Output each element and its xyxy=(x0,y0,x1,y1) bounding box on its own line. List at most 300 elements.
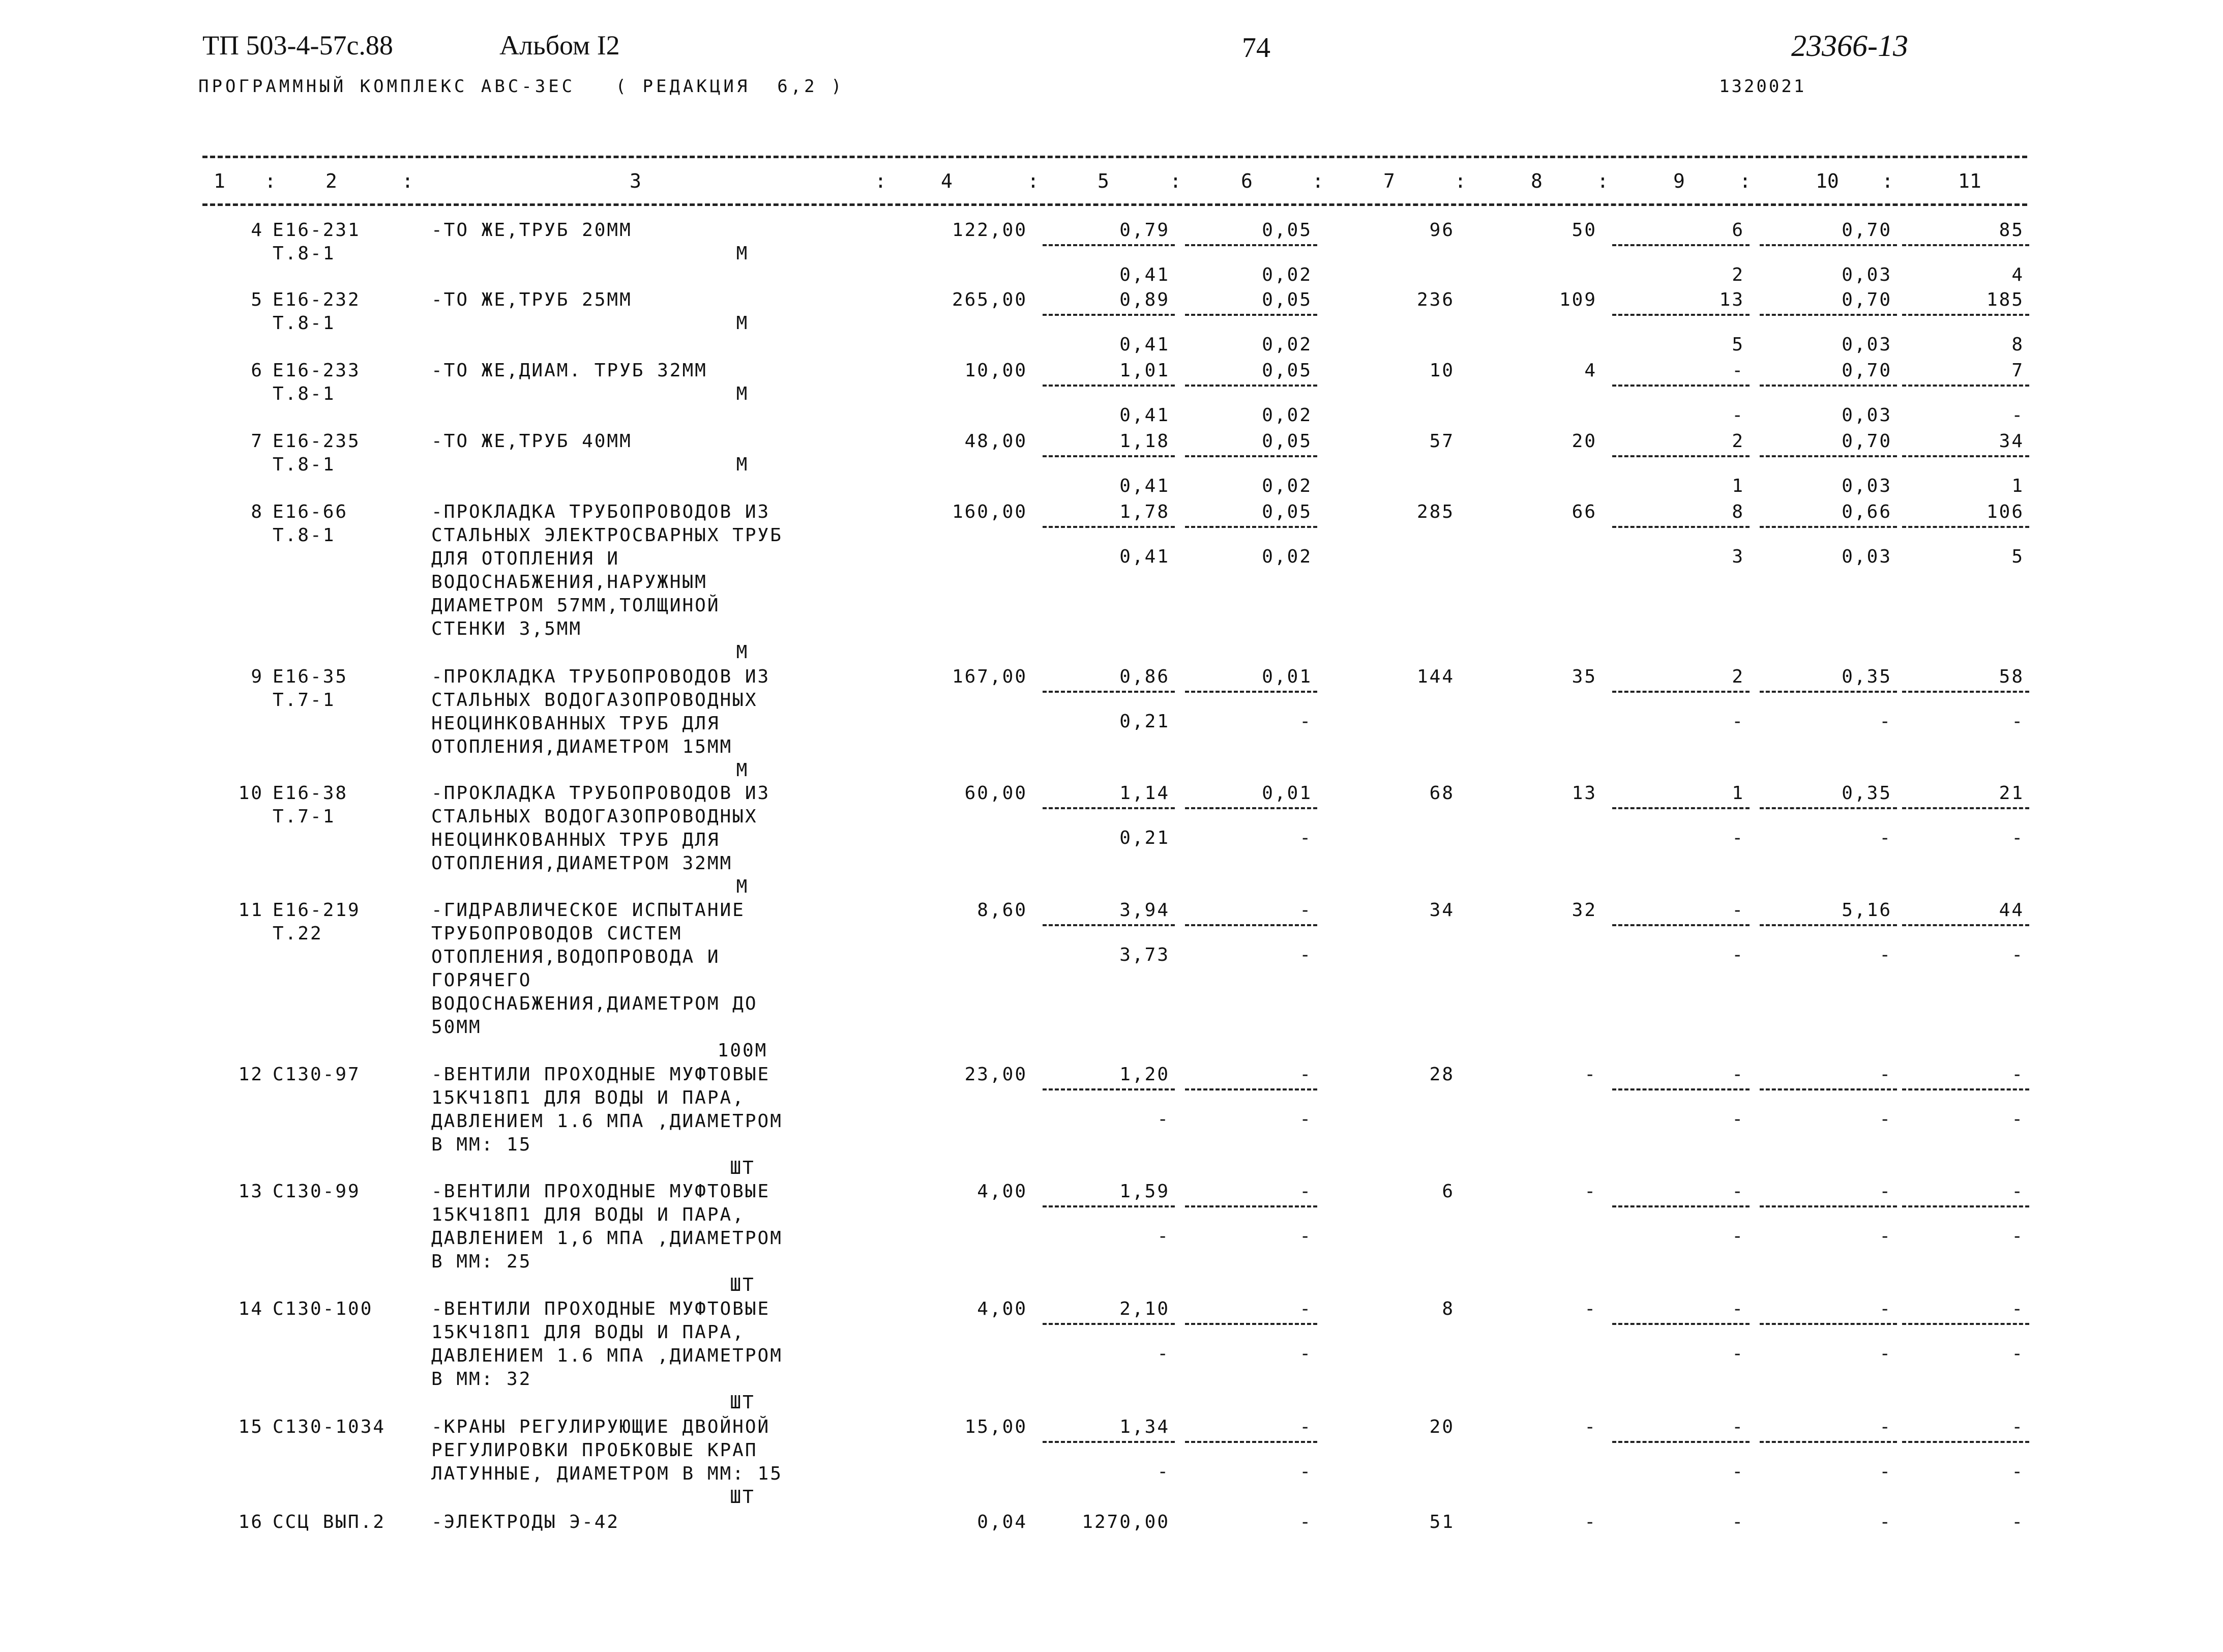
cell-divider-dash xyxy=(1760,385,1897,387)
work-description: -ТО ЖЕ,ДИАМ. ТРУБ 32ММ xyxy=(431,360,707,381)
unit-cost-cell: 1,20 xyxy=(1119,1064,1170,1085)
sub-value-cell: - xyxy=(2011,711,2024,732)
total-wage-cell: 35 xyxy=(1572,666,1597,687)
sub-value-cell: 0,41 xyxy=(1119,476,1170,496)
cell-divider-dash xyxy=(1185,924,1317,926)
total-cost-cell: 6 xyxy=(1442,1181,1455,1202)
column-header-8: 8 xyxy=(1531,170,1543,192)
unit-of-measure: М xyxy=(736,454,749,475)
unit-wage-cell: 0,05 xyxy=(1262,431,1312,452)
cell-divider-dash xyxy=(1612,924,1750,926)
table-top-rule xyxy=(202,156,2027,158)
total-wage-cell: 13 xyxy=(1572,783,1597,804)
sub-value-cell: 8 xyxy=(2011,334,2024,355)
unit-of-measure: М xyxy=(736,876,749,897)
sub-value-cell: - xyxy=(1879,1226,1892,1247)
sub-value-cell: 0,41 xyxy=(1119,334,1170,355)
labor-unit-cell: - xyxy=(1879,1181,1892,1202)
unit-of-measure: М xyxy=(736,243,749,264)
cell-divider-dash xyxy=(1760,1441,1897,1443)
total-wage-cell: 4 xyxy=(1584,360,1597,381)
work-description: В ММ: 15 xyxy=(431,1134,532,1155)
cell-divider-dash xyxy=(1185,1205,1317,1207)
column-header-5: 5 xyxy=(1098,170,1109,192)
cell-divider-dash xyxy=(1185,1323,1317,1325)
total-cost-cell: 285 xyxy=(1416,501,1455,522)
total-cost-cell: 34 xyxy=(1429,900,1455,921)
total-cost-cell: 57 xyxy=(1429,431,1455,452)
total-wage-cell: - xyxy=(1584,1181,1597,1202)
resource-code: ССЦ ВЫП.2 xyxy=(273,1512,386,1532)
resource-code: С130-97 xyxy=(273,1064,361,1085)
sub-value-cell: - xyxy=(1299,711,1312,732)
sub-value-cell: - xyxy=(1157,1109,1170,1130)
sub-value-cell: - xyxy=(1732,828,1744,848)
resource-code: Т.8-1 xyxy=(273,243,336,264)
cell-divider-dash xyxy=(1043,244,1175,246)
labor-unit-cell: 0,70 xyxy=(1842,360,1892,381)
cell-divider-dash xyxy=(1902,314,2029,316)
total-wage-cell: 32 xyxy=(1572,900,1597,921)
row-number: 6 xyxy=(251,360,263,381)
work-description: НЕОЦИНКОВАННЫХ ТРУБ ДЛЯ xyxy=(431,830,720,850)
sub-value-cell: - xyxy=(2011,945,2024,965)
resource-code: Т.8-1 xyxy=(273,525,336,546)
sub-value-cell: - xyxy=(1299,945,1312,965)
sub-value-cell: 0,03 xyxy=(1842,334,1892,355)
work-description: СТАЛЬНЫХ ВОДОГАЗОПРОВОДНЫХ xyxy=(431,806,758,827)
unit-cost-cell: 3,94 xyxy=(1119,900,1170,921)
row-number: 5 xyxy=(251,289,263,310)
machine-cost-cell: 2 xyxy=(1732,666,1744,687)
sub-value-cell: - xyxy=(1732,1343,1744,1364)
unit-of-measure: М xyxy=(736,760,749,781)
labor-unit-cell: 5,16 xyxy=(1842,900,1892,921)
unit-of-measure: 100М xyxy=(717,1040,768,1061)
column-separator: : xyxy=(1455,170,1466,192)
machine-cost-cell: 2 xyxy=(1732,431,1744,452)
quantity-cell: 265,00 xyxy=(952,289,1027,310)
resource-code: Е16-235 xyxy=(273,431,361,452)
total-cost-cell: 28 xyxy=(1429,1064,1455,1085)
sub-value-cell: - xyxy=(1299,1109,1312,1130)
work-description: ДЛЯ ОТОПЛЕНИЯ И xyxy=(431,548,620,569)
table-header-rule xyxy=(202,203,2027,206)
row-number: 16 xyxy=(238,1512,263,1532)
cell-divider-dash xyxy=(1760,1205,1897,1207)
cell-divider-dash xyxy=(1612,1441,1750,1443)
labor-total-cell: 34 xyxy=(1999,431,2024,452)
unit-cost-cell: 0,79 xyxy=(1119,220,1170,241)
cell-divider-dash xyxy=(1612,314,1750,316)
cell-divider-dash xyxy=(1043,807,1175,809)
cell-divider-dash xyxy=(1043,314,1175,316)
labor-total-cell: - xyxy=(2011,1064,2024,1085)
total-cost-cell: 236 xyxy=(1416,289,1455,310)
work-description: СТЕНКИ 3,5ММ xyxy=(431,618,582,639)
labor-total-cell: 58 xyxy=(1999,666,2024,687)
work-description: 50ММ xyxy=(431,1017,482,1038)
labor-unit-cell: 0,35 xyxy=(1842,783,1892,804)
resource-code: Т.7-1 xyxy=(273,806,336,827)
work-description: -ГИДРАВЛИЧЕСКОЕ ИСПЫТАНИЕ xyxy=(431,900,745,921)
work-description: ВОДОСНАБЖЕНИЯ,ДИАМЕТРОМ ДО xyxy=(431,993,758,1014)
program-line: ПРОГРАММНЫЙ КОМПЛЕКС АВС-3ЕС ( РЕДАКЦИЯ 6,2 ) xyxy=(198,76,845,97)
labor-total-cell: - xyxy=(2011,1417,2024,1437)
unit-cost-cell: 0,89 xyxy=(1119,289,1170,310)
page-number: 74 xyxy=(1242,32,1270,64)
sub-value-cell: - xyxy=(1299,1343,1312,1364)
column-separator: : xyxy=(264,170,276,192)
sub-value-cell: 0,41 xyxy=(1119,264,1170,285)
unit-of-measure: ШТ xyxy=(730,1158,755,1178)
column-header-2: 2 xyxy=(325,170,337,192)
column-header-6: 6 xyxy=(1241,170,1253,192)
column-header-11: 11 xyxy=(1958,170,1981,192)
machine-cost-cell: - xyxy=(1732,1299,1744,1319)
cell-divider-dash xyxy=(1902,1088,2029,1090)
sub-value-cell: - xyxy=(1732,945,1744,965)
total-cost-cell: 51 xyxy=(1429,1512,1455,1532)
row-number: 9 xyxy=(251,666,263,687)
sub-value-cell: - xyxy=(1879,1461,1892,1482)
cell-divider-dash xyxy=(1612,526,1750,528)
unit-wage-cell: - xyxy=(1299,1181,1312,1202)
row-number: 10 xyxy=(238,783,263,804)
sub-value-cell: - xyxy=(1732,1226,1744,1247)
column-header-4: 4 xyxy=(941,170,953,192)
work-description: ДИАМЕТРОМ 57ММ,ТОЛЩИНОЙ xyxy=(431,595,720,616)
machine-cost-cell: - xyxy=(1732,1512,1744,1532)
resource-code: Т.8-1 xyxy=(273,313,336,334)
total-wage-cell: 50 xyxy=(1572,220,1597,241)
sub-value-cell: - xyxy=(1299,1226,1312,1247)
machine-cost-cell: 1 xyxy=(1732,783,1744,804)
unit-of-measure: М xyxy=(736,383,749,404)
cell-divider-dash xyxy=(1043,924,1175,926)
labor-total-cell: 185 xyxy=(1986,289,2024,310)
cell-divider-dash xyxy=(1043,1088,1175,1090)
resource-code: С130-99 xyxy=(273,1181,361,1202)
cell-divider-dash xyxy=(1043,1323,1175,1325)
sub-value-cell: 0,02 xyxy=(1262,476,1312,496)
labor-unit-cell: - xyxy=(1879,1299,1892,1319)
sub-value-cell: - xyxy=(1157,1461,1170,1482)
total-cost-cell: 96 xyxy=(1429,220,1455,241)
cell-divider-dash xyxy=(1612,244,1750,246)
resource-code: Е16-233 xyxy=(273,360,361,381)
unit-of-measure: М xyxy=(736,313,749,334)
album-label: Альбом I2 xyxy=(499,30,620,61)
work-description: В ММ: 32 xyxy=(431,1369,532,1390)
total-wage-cell: - xyxy=(1584,1064,1597,1085)
cell-divider-dash xyxy=(1185,385,1317,387)
labor-unit-cell: 0,70 xyxy=(1842,220,1892,241)
quantity-cell: 160,00 xyxy=(952,501,1027,522)
resource-code: Т.8-1 xyxy=(273,383,336,404)
unit-of-measure: ШТ xyxy=(730,1392,755,1413)
unit-cost-cell: 1,59 xyxy=(1119,1181,1170,1202)
cell-divider-dash xyxy=(1902,924,2029,926)
quantity-cell: 10,00 xyxy=(964,360,1027,381)
unit-wage-cell: 0,01 xyxy=(1262,666,1312,687)
sub-value-cell: - xyxy=(2011,1343,2024,1364)
resource-code: Т.8-1 xyxy=(273,454,336,475)
labor-unit-cell: 0,66 xyxy=(1842,501,1892,522)
unit-cost-cell: 1,18 xyxy=(1119,431,1170,452)
sub-value-cell: - xyxy=(1879,945,1892,965)
quantity-cell: 8,60 xyxy=(977,900,1027,921)
handwritten-number: 23366-13 xyxy=(1791,29,1908,63)
sub-value-cell: - xyxy=(2011,828,2024,848)
total-wage-cell: - xyxy=(1584,1417,1597,1437)
program-code: 1320021 xyxy=(1719,76,1806,97)
sub-value-cell: 0,02 xyxy=(1262,264,1312,285)
row-number: 15 xyxy=(238,1417,263,1437)
column-header-10: 10 xyxy=(1816,170,1839,192)
work-description: -ВЕНТИЛИ ПРОХОДНЫЕ МУФТОВЫЕ xyxy=(431,1181,770,1202)
sub-value-cell: 0,02 xyxy=(1262,405,1312,426)
work-description: -ПРОКЛАДКА ТРУБОПРОВОДОВ ИЗ xyxy=(431,783,770,804)
unit-cost-cell: 2,10 xyxy=(1119,1299,1170,1319)
row-number: 13 xyxy=(238,1181,263,1202)
labor-unit-cell: - xyxy=(1879,1417,1892,1437)
machine-cost-cell: - xyxy=(1732,1417,1744,1437)
cell-divider-dash xyxy=(1185,1441,1317,1443)
labor-total-cell: 85 xyxy=(1999,220,2024,241)
resource-code: Е16-66 xyxy=(273,501,348,522)
total-wage-cell: 20 xyxy=(1572,431,1597,452)
cell-divider-dash xyxy=(1043,455,1175,457)
cell-divider-dash xyxy=(1185,1088,1317,1090)
unit-wage-cell: - xyxy=(1299,900,1312,921)
sub-value-cell: 3,73 xyxy=(1119,945,1170,965)
cell-divider-dash xyxy=(1043,1205,1175,1207)
cell-divider-dash xyxy=(1185,807,1317,809)
column-separator: : xyxy=(1312,170,1324,192)
work-description: ОТОПЛЕНИЯ,ДИАМЕТРОМ 32ММ xyxy=(431,853,733,874)
unit-cost-cell: 1,14 xyxy=(1119,783,1170,804)
sub-value-cell: 0,03 xyxy=(1842,264,1892,285)
cell-divider-dash xyxy=(1185,691,1317,693)
column-header-7: 7 xyxy=(1383,170,1395,192)
machine-cost-cell: - xyxy=(1732,1181,1744,1202)
sub-value-cell: - xyxy=(2011,405,2024,426)
resource-code: Е16-38 xyxy=(273,783,348,804)
machine-cost-cell: 6 xyxy=(1732,220,1744,241)
total-cost-cell: 8 xyxy=(1442,1299,1455,1319)
cell-divider-dash xyxy=(1612,1323,1750,1325)
quantity-cell: 4,00 xyxy=(977,1299,1027,1319)
sub-value-cell: - xyxy=(1879,828,1892,848)
sub-value-cell: 4 xyxy=(2011,264,2024,285)
row-number: 12 xyxy=(238,1064,263,1085)
resource-code: Е16-231 xyxy=(273,220,361,241)
sub-value-cell: - xyxy=(1157,1343,1170,1364)
sub-value-cell: 1 xyxy=(2011,476,2024,496)
work-description: ГОРЯЧЕГО xyxy=(431,970,532,991)
cell-divider-dash xyxy=(1902,244,2029,246)
labor-unit-cell: 0,70 xyxy=(1842,289,1892,310)
total-cost-cell: 144 xyxy=(1416,666,1455,687)
unit-cost-cell: 1,01 xyxy=(1119,360,1170,381)
sub-value-cell: 0,21 xyxy=(1119,711,1170,732)
labor-unit-cell: 0,35 xyxy=(1842,666,1892,687)
unit-cost-cell: 1270,00 xyxy=(1082,1512,1170,1532)
work-description: ДАВЛЕНИЕМ 1,6 МПА ,ДИАМЕТРОМ xyxy=(431,1228,783,1249)
cell-divider-dash xyxy=(1185,314,1317,316)
cell-divider-dash xyxy=(1760,1088,1897,1090)
column-separator: : xyxy=(1027,170,1039,192)
sub-value-cell: 2 xyxy=(1732,264,1744,285)
cell-divider-dash xyxy=(1760,691,1897,693)
cell-divider-dash xyxy=(1612,807,1750,809)
sub-value-cell: - xyxy=(2011,1226,2024,1247)
machine-cost-cell: - xyxy=(1732,360,1744,381)
sub-value-cell: - xyxy=(1299,828,1312,848)
document-code: ТП 503-4-57с.88 xyxy=(202,30,393,61)
unit-of-measure: ШТ xyxy=(730,1275,755,1295)
labor-total-cell: 106 xyxy=(1986,501,2024,522)
labor-total-cell: - xyxy=(2011,1299,2024,1319)
sub-value-cell: - xyxy=(2011,1109,2024,1130)
column-header-3: 3 xyxy=(630,170,641,192)
cell-divider-dash xyxy=(1043,526,1175,528)
sub-value-cell: 0,03 xyxy=(1842,405,1892,426)
total-cost-cell: 68 xyxy=(1429,783,1455,804)
cell-divider-dash xyxy=(1902,455,2029,457)
cell-divider-dash xyxy=(1760,1323,1897,1325)
unit-of-measure: ШТ xyxy=(730,1487,755,1508)
work-description: -КРАНЫ РЕГУЛИРУЮЩИЕ ДВОЙНОЙ xyxy=(431,1417,770,1437)
sub-value-cell: 0,02 xyxy=(1262,546,1312,567)
labor-total-cell: 21 xyxy=(1999,783,2024,804)
work-description: СТАЛЬНЫХ ВОДОГАЗОПРОВОДНЫХ xyxy=(431,690,758,711)
quantity-cell: 60,00 xyxy=(964,783,1027,804)
work-description: ОТОПЛЕНИЯ,ДИАМЕТРОМ 15ММ xyxy=(431,736,733,757)
sub-value-cell: 5 xyxy=(1732,334,1744,355)
resource-code: Е16-219 xyxy=(273,900,361,921)
machine-cost-cell: 13 xyxy=(1719,289,1744,310)
cell-divider-dash xyxy=(1760,455,1897,457)
row-number: 8 xyxy=(251,501,263,522)
quantity-cell: 4,00 xyxy=(977,1181,1027,1202)
sub-value-cell: 0,41 xyxy=(1119,405,1170,426)
quantity-cell: 122,00 xyxy=(952,220,1027,241)
cell-divider-dash xyxy=(1760,314,1897,316)
total-wage-cell: - xyxy=(1584,1299,1597,1319)
cell-divider-dash xyxy=(1760,807,1897,809)
work-description: СТАЛЬНЫХ ЭЛЕКТРОСВАРНЫХ ТРУБ xyxy=(431,525,783,546)
work-description: ОТОПЛЕНИЯ,ВОДОПРОВОДА И xyxy=(431,947,720,967)
sub-value-cell: 0,03 xyxy=(1842,476,1892,496)
work-description: -ВЕНТИЛИ ПРОХОДНЫЕ МУФТОВЫЕ xyxy=(431,1299,770,1319)
work-description: -ПРОКЛАДКА ТРУБОПРОВОДОВ ИЗ xyxy=(431,666,770,687)
cell-divider-dash xyxy=(1902,1323,2029,1325)
work-description: -ТО ЖЕ,ТРУБ 40ММ xyxy=(431,431,632,452)
quantity-cell: 23,00 xyxy=(964,1064,1027,1085)
sub-value-cell: 0,02 xyxy=(1262,334,1312,355)
sub-value-cell: 0,03 xyxy=(1842,546,1892,567)
cell-divider-dash xyxy=(1043,691,1175,693)
work-description: РЕГУЛИРОВКИ ПРОБКОВЫЕ КРАП xyxy=(431,1440,758,1461)
labor-total-cell: 7 xyxy=(2011,360,2024,381)
sub-value-cell: - xyxy=(1732,405,1744,426)
sub-value-cell: - xyxy=(1732,1461,1744,1482)
column-separator: : xyxy=(875,170,886,192)
unit-wage-cell: 0,05 xyxy=(1262,289,1312,310)
work-description: -ПРОКЛАДКА ТРУБОПРОВОДОВ ИЗ xyxy=(431,501,770,522)
cell-divider-dash xyxy=(1612,385,1750,387)
sub-value-cell: - xyxy=(1299,1461,1312,1482)
row-number: 11 xyxy=(238,900,263,921)
resource-code: Е16-35 xyxy=(273,666,348,687)
labor-total-cell: - xyxy=(2011,1512,2024,1532)
sub-value-cell: - xyxy=(1732,711,1744,732)
cell-divider-dash xyxy=(1185,526,1317,528)
total-cost-cell: 10 xyxy=(1429,360,1455,381)
unit-wage-cell: 0,05 xyxy=(1262,220,1312,241)
column-header-1: 1 xyxy=(214,170,225,192)
row-number: 7 xyxy=(251,431,263,452)
cell-divider-dash xyxy=(1612,455,1750,457)
cell-divider-dash xyxy=(1902,526,2029,528)
sub-value-cell: - xyxy=(1732,1109,1744,1130)
work-description: -ТО ЖЕ,ТРУБ 20ММ xyxy=(431,220,632,241)
unit-wage-cell: 0,01 xyxy=(1262,783,1312,804)
resource-code: Т.7-1 xyxy=(273,690,336,711)
work-description: ЛАТУННЫЕ, ДИАМЕТРОМ В ММ: 15 xyxy=(431,1463,783,1484)
cell-divider-dash xyxy=(1760,244,1897,246)
unit-wage-cell: - xyxy=(1299,1512,1312,1532)
total-wage-cell: - xyxy=(1584,1512,1597,1532)
cell-divider-dash xyxy=(1902,1441,2029,1443)
unit-of-measure: М xyxy=(736,642,749,663)
row-number: 4 xyxy=(251,220,263,241)
unit-wage-cell: - xyxy=(1299,1417,1312,1437)
sub-value-cell: - xyxy=(1879,1343,1892,1364)
column-separator: : xyxy=(402,170,413,192)
cell-divider-dash xyxy=(1902,385,2029,387)
sub-value-cell: 0,41 xyxy=(1119,546,1170,567)
column-header-9: 9 xyxy=(1673,170,1685,192)
unit-cost-cell: 1,34 xyxy=(1119,1417,1170,1437)
quantity-cell: 0,04 xyxy=(977,1512,1027,1532)
cell-divider-dash xyxy=(1760,526,1897,528)
cell-divider-dash xyxy=(1902,807,2029,809)
work-description: ТРУБОПРОВОДОВ СИСТЕМ xyxy=(431,923,683,944)
work-description: ДАВЛЕНИЕМ 1.6 МПА ,ДИАМЕТРОМ xyxy=(431,1345,783,1366)
cell-divider-dash xyxy=(1043,1441,1175,1443)
resource-code: Т.22 xyxy=(273,923,323,944)
sub-value-cell: - xyxy=(2011,1461,2024,1482)
sub-value-cell: 5 xyxy=(2011,546,2024,567)
resource-code: Е16-232 xyxy=(273,289,361,310)
sub-value-cell: 0,21 xyxy=(1119,828,1170,848)
resource-code: С130-100 xyxy=(273,1299,373,1319)
sub-value-cell: 3 xyxy=(1732,546,1744,567)
cell-divider-dash xyxy=(1902,691,2029,693)
cell-divider-dash xyxy=(1612,691,1750,693)
work-description: ДАВЛЕНИЕМ 1.6 МПА ,ДИАМЕТРОМ xyxy=(431,1111,783,1132)
labor-unit-cell: - xyxy=(1879,1064,1892,1085)
resource-code: С130-1034 xyxy=(273,1417,386,1437)
machine-cost-cell: - xyxy=(1732,1064,1744,1085)
cell-divider-dash xyxy=(1185,244,1317,246)
column-separator: : xyxy=(1882,170,1893,192)
labor-unit-cell: 0,70 xyxy=(1842,431,1892,452)
column-separator: : xyxy=(1739,170,1751,192)
